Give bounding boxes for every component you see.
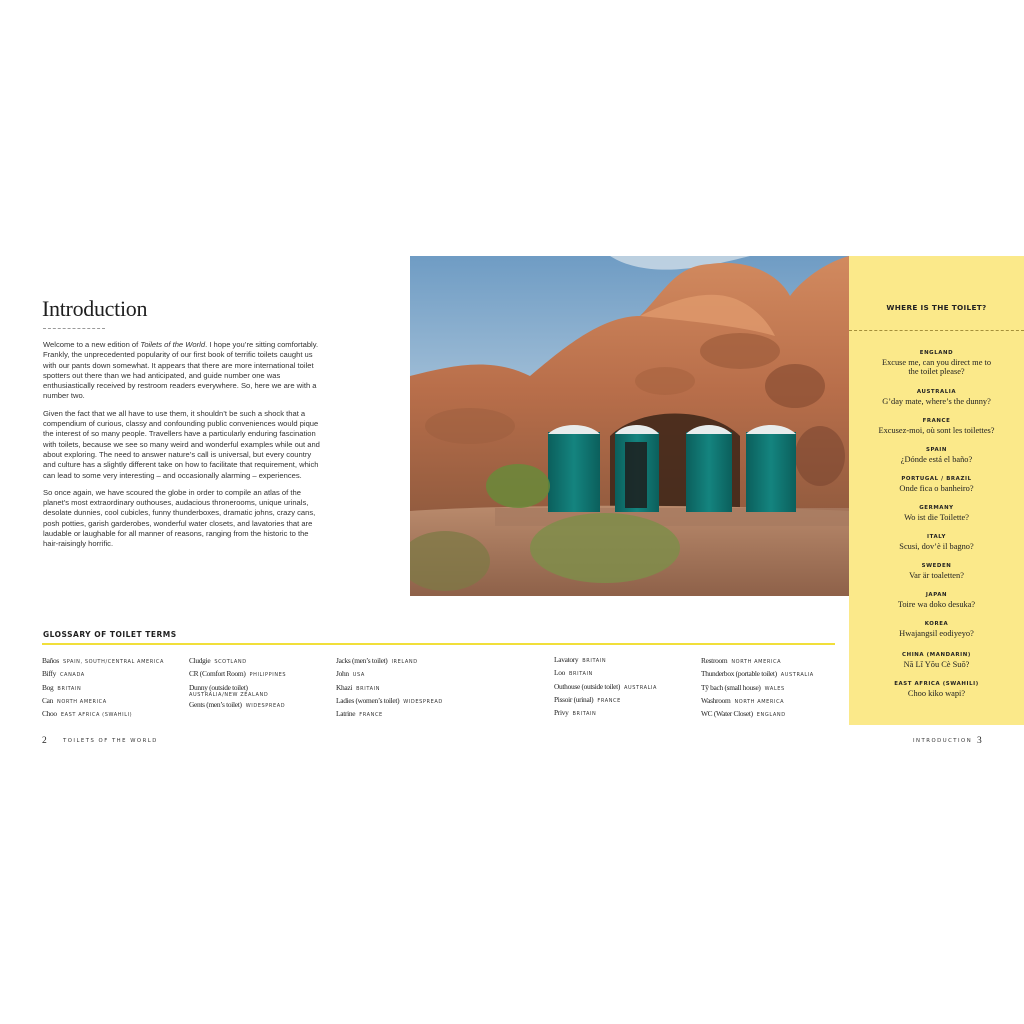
glossary-divider	[42, 643, 835, 645]
phrase-england: ENGLAND Excuse me, can you direct me to the toilet please?	[881, 350, 992, 377]
phrase-korea: KOREA Hwajangsil eodiyeyo?	[899, 621, 974, 638]
glossary-column-1	[42, 656, 164, 722]
glossary-entry: Jacks (men’s toilet) IRELAND	[336, 656, 418, 665]
page-title: Introduction	[42, 296, 148, 321]
glossary-entry: Bog BRITAIN	[42, 682, 82, 692]
glossary-entry: Can NORTH AMERICA	[42, 695, 107, 705]
intro-body	[43, 340, 325, 557]
phrase-australia: AUSTRALIA G’day mate, where’s the dunny?	[882, 389, 991, 406]
glossary-entry: Khazi BRITAIN	[336, 682, 381, 692]
portable-toilet-2	[615, 425, 659, 512]
portable-toilets-photo	[410, 256, 849, 596]
page-number-right: 3	[977, 736, 982, 746]
glossary-column-3	[336, 656, 443, 722]
glossary-entry: Choo EAST AFRICA (SWAHILI)	[42, 709, 133, 719]
intro-paragraph-1: Welcome to a new edition of Toilets of the World. I hope you’re sitting comfortably. Frankly, the unprecedented popularity of our first book of terrific toilets caught us with our pants down somewhat. It appears that there are more international toilet spotters out there than we had anticipated, and guide number one was enthusiastically received by restroom readers everywhere. So, here we are with a number two.	[43, 340, 319, 401]
glossary-column-4	[554, 655, 657, 721]
running-head-left: TOILETS OF THE WORLD	[63, 738, 158, 744]
phrase-sweden: SWEDEN Var är toaletten?	[909, 563, 964, 580]
page-number-left: 2	[42, 736, 47, 746]
glossary-entry: John USA	[336, 669, 365, 679]
phrase-china-mandarin: CHINA (MANDARIN) Nă Lǐ Yŏu Cè Suŏ?	[902, 652, 971, 669]
phrase-east-africa-swahili: EAST AFRICA (SWAHILI) Choo kiko wapi?	[894, 681, 979, 698]
phrasebook-divider	[849, 330, 1024, 331]
glossary-entry: Privy BRITAIN	[554, 708, 597, 718]
glossary-entry: Thunderbox (portable toilet) AUSTRALIA	[701, 669, 814, 679]
phrase-france: FRANCE Excusez-moi, où sont les toilettes?	[878, 418, 995, 435]
portable-toilet-3	[686, 425, 732, 512]
glossary-entry: Outhouse (outside toilet) AUSTRALIA	[554, 681, 658, 691]
glossary-entry: Dunny (outside toilet) AUSTRALIA/NEW ZEALAND	[189, 682, 269, 698]
phrasebook-panel	[849, 256, 1024, 725]
glossary-entry: Restroom NORTH AMERICA	[701, 656, 782, 665]
glossary-title: GLOSSARY OF TOILET TERMS	[43, 630, 177, 639]
intro-paragraph-3: So once again, we have scoured the globe in order to compile an atlas of the planet’s most extraordinary outhouses, audacious thronerooms, unique urinals, desolate dunnies, cool cubicles, funny thunderboxes, dramatic johns, crazy cans, posh potties, garish garderobes, wonderful water closets, and lavatories that are laudable or laughable for all manner of reasons, ranging from the historic to the hair-raisingly horrific.	[43, 487, 316, 549]
intro-paragraph-2: Given the fact that we all have to use them, it shouldn’t be such a shock that a compendium of curious, classy and confounding public conveniences would pique the interest of so many people. Travellers have a particularly enduring fascination with toilets, because we see so many weird and wonderful examples while out and about exploring. The need to answer nature’s call is universal, but every country and culture has a slightly different take on how to facilitate that requirement, which can lead to some very interesting – and occasionally alarming – experiences.	[43, 408, 320, 480]
glossary-entry: Loo BRITAIN	[554, 668, 593, 678]
glossary-entry: Gents (men’s toilet) WIDESPREAD	[189, 699, 286, 709]
phrasebook-title: WHERE IS THE TOILET?	[886, 303, 987, 312]
glossary-entry: Baños SPAIN, SOUTH/CENTRAL AMERICA	[42, 656, 165, 665]
glossary-entry: CR (Comfort Room) PHILIPPINES	[189, 669, 287, 679]
portable-toilet-1	[548, 425, 600, 512]
glossary-entry: Latrine FRANCE	[336, 709, 383, 719]
phrase-portugal-brazil: PORTUGAL / BRAZIL Onde fica o banheiro?	[899, 476, 974, 493]
glossary-entry: Washroom NORTH AMERICA	[701, 695, 785, 705]
phrase-germany: GERMANY Wo ist die Toilette?	[904, 505, 969, 522]
glossary-column-5	[701, 656, 814, 722]
glossary-column-2	[189, 656, 286, 713]
glossary-entry: Pissoir (urinal) FRANCE	[554, 694, 621, 704]
phrase-spain: SPAIN ¿Dónde está el baño?	[900, 447, 973, 464]
glossary-entry: Lavatory BRITAIN	[554, 655, 607, 664]
glossary-entry: WC (Water Closet) ENGLAND	[701, 709, 786, 719]
phrase-italy: ITALY Scusi, dov’è il bagno?	[899, 534, 974, 551]
title-divider	[43, 328, 105, 329]
glossary-entry: Biffy CANADA	[42, 669, 85, 679]
book-title: Toilets of the World	[140, 340, 206, 349]
phrase-japan: JAPAN Toire wa doko desuka?	[897, 592, 976, 609]
portable-toilet-4	[746, 425, 796, 512]
glossary-entry: Cludgie SCOTLAND	[189, 656, 247, 665]
running-head-right: INTRODUCTION	[913, 738, 973, 744]
glossary-entry: Ladies (women’s toilet) WIDESPREAD	[336, 695, 443, 705]
glossary-entry: Tŷ bach (small house) WALES	[701, 682, 785, 692]
